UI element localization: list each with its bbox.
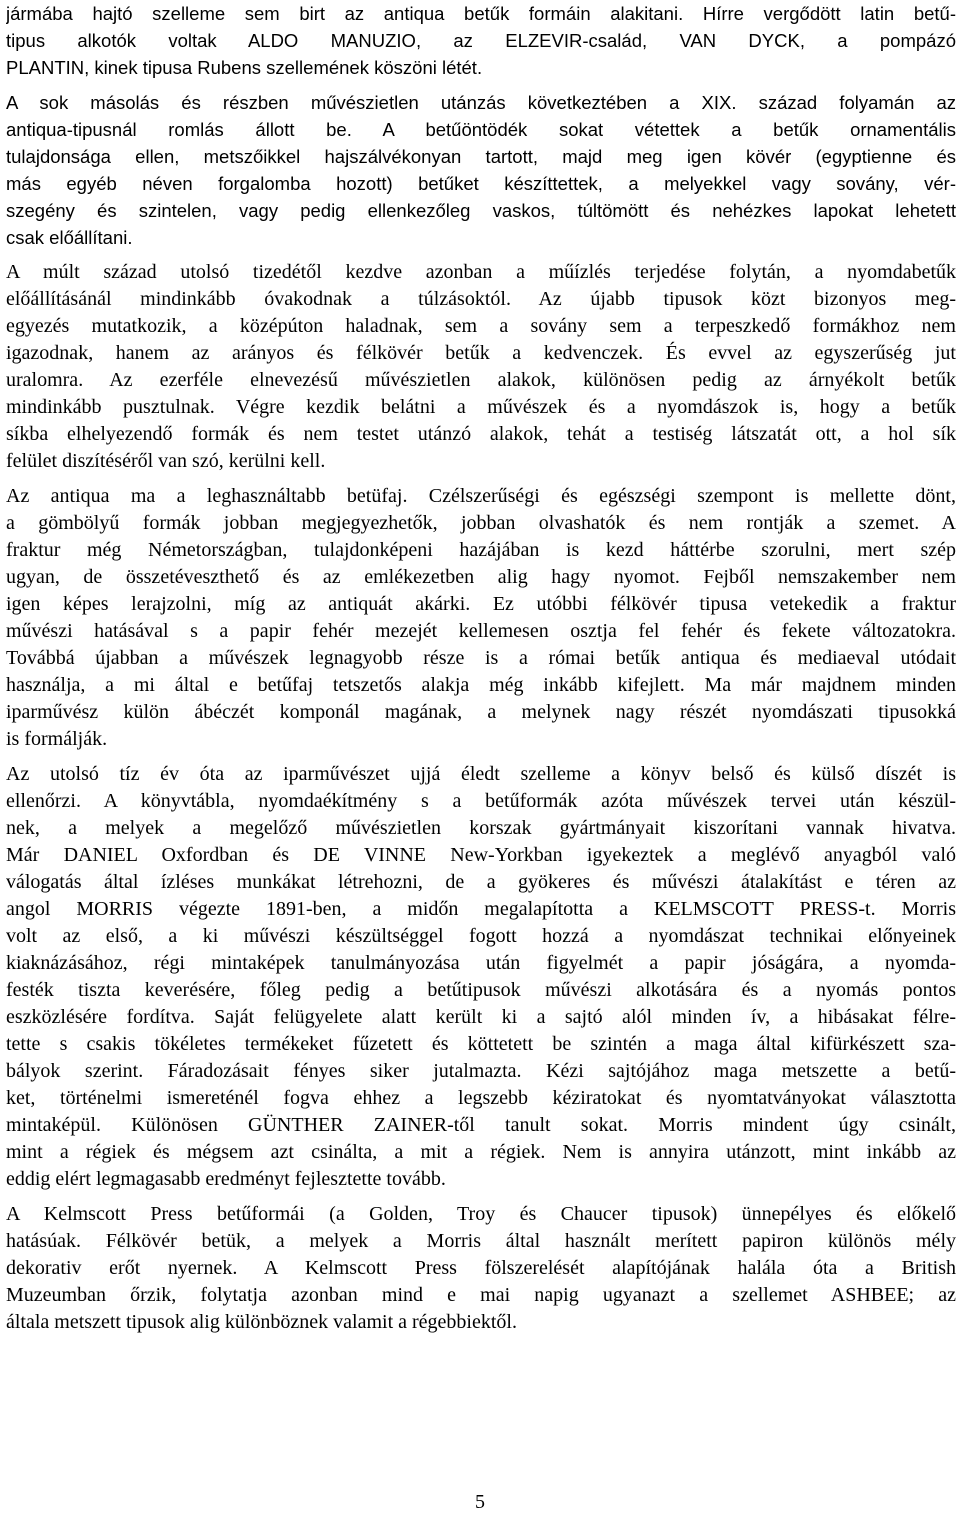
text-line: eddig elért legmagasabb eredményt fejlesztette tovább. (6, 1168, 446, 1190)
paragraph-gap (6, 81, 956, 89)
paragraph-4 (6, 483, 956, 753)
text-line: bályok szerint. Fáradozásait fényes siker jutalmazta. Kézi sajtójához maga metszette a betű- (6, 1060, 956, 1082)
text-line: Muzeumban őrzik, folytatja azonban mind e mai napig ugyanazt a szellemet ASHBEE; az (6, 1284, 956, 1306)
text-line: csak előállítani. (6, 227, 133, 248)
text-line: általa metszett tipusok alig különböznek valamit a régebbiektől. (6, 1311, 517, 1333)
text-line: A Kelmscott Press betűformái (a Golden, Troy és Chaucer tipusok) ünnepélyes és előkelő (6, 1203, 956, 1225)
text-line: is formálják. (6, 728, 108, 750)
text-line: jármába hajtó szelleme sem birt az antiqua betűk formáin alakitani. Hírre vergődött latin betű- (6, 3, 956, 24)
text-line: ket, történelmi ismereténél fogva ehhez a legszebb kéziratokat és nyomtatványokat választotta (6, 1087, 956, 1109)
paragraph-6 (6, 1201, 956, 1336)
text-line: válogatás által ízléses munkákat létrehozni, de a gyökeres és művészi átalakítást e téren az (6, 871, 956, 893)
text-line: kiaknázásához, régi mintaképek tanulmányozása után figyelmét a papir jóságára, a nyomda- (6, 952, 956, 974)
text-line: művészi hatásával s a papir fehér mezejét kellemesen osztja fel fehér és fekete változatokra. (6, 620, 956, 642)
text-line: hatásúak. Félkövér betük, a melyek a Morris által használt merített papiron különös mély (6, 1230, 956, 1252)
text-line: más egyéb néven forgalomba hozott) betűket készíttettek, a melyekkel vagy sovány, vér- (6, 173, 956, 194)
paragraph-3 (6, 259, 956, 475)
paragraph-gap (6, 475, 956, 483)
paragraph-5 (6, 761, 956, 1193)
text-line: használja, a mi által e betűfaj tetszetős alakja még inkább kifejlett. Ma már majdnem minden (6, 674, 956, 696)
paragraph-gap (6, 1193, 956, 1201)
text-line: mindinkább pusztulnak. Végre kezdik belátni a művészek és a nyomdászok is, hogy a betűk (6, 396, 956, 418)
text-line: Továbbá újabban a művészek legnagyobb része is a római betűk antiqua és mediaeval utódait (6, 647, 956, 669)
text-line: uralomra. Az ezerféle elnevezésű művészietlen alakok, különösen pedig az árnyékolt betűk (6, 369, 956, 391)
text-line: mint a régiek és mégsem azt csinálta, a mit a régiek. Nem is annyira utánzott, mint inkább az (6, 1141, 956, 1163)
text-line: angol MORRIS végezte 1891-ben, a midőn megalapította a KELMSCOTT PRESS-t. Morris (6, 898, 956, 920)
text-line: felület diszítéséről van szó, kerülni kell. (6, 450, 326, 472)
text-line: síkba elhelyezendő formák és nem testet utánzó alakok, tehát a testiség látszatát ott, a hol sík (6, 423, 956, 445)
text-line: ugyan, de összetéveszthető és az emlékezetben alig hagy nyomot. Fejből nemszakember nem (6, 566, 956, 588)
text-line: igen képes lerajzolni, míg az antiquát akárki. Ez utóbbi félkövér tipusa vetekedik a fraktur (6, 593, 956, 615)
paragraph-gap (6, 753, 956, 761)
text-line: antiqua-tipusnál romlás állott be. A betűöntödék sokat vétettek a betűk ornamentális (6, 119, 956, 140)
text-line: szegény és szintelen, vagy pedig ellenkezőleg vaskos, túltömött és nehézkes lapokat lehetett (6, 200, 956, 221)
text-line: nek, a melyek a megelőző művészietlen korszak gyártmányait kiszorítani vannak hivatva. (6, 817, 956, 839)
text-line: A sok másolás és részben művészietlen utánzás következtében a XIX. század folyamán az (6, 92, 956, 113)
text-line: volt az első, a ki művészi készültséggel fogott hozzá a nyomdászat technikai előnyeinek (6, 925, 956, 947)
paragraph-2 (6, 89, 956, 251)
document-page (6, 0, 956, 1336)
text-line: fraktur még Németországban, tulajdonképeni hazájában is kezd háttérbe szorulni, mert szép (6, 539, 956, 561)
text-line: festék tiszta keverésére, főleg pedig a betűtipusok művészi alkotására és a nyomás pontos (6, 979, 956, 1001)
text-line: egyezés mutatkozik, a középúton haladnak, sem a sovány sem a terpeszkedő formákhoz nem (6, 315, 956, 337)
text-line: A múlt század utolsó tizedétől kezdve azonban a műízlés terjedése folytán, a nyomdabetűk (6, 261, 956, 283)
text-line: a gömbölyű formák jobban megjegyezhetők, jobban olvashatók és nem rontják a szemet. A (6, 512, 956, 534)
text-line: Az utolsó tíz év óta az iparművészet ujjá éledt szelleme a könyv belső és külső díszét is (6, 763, 956, 785)
text-line: dekorativ erőt nyernek. A Kelmscott Press fölszerelését alapítójának halála óta a British (6, 1257, 956, 1279)
text-line: Az antiqua ma a leghasználtabb betüfaj. Czélszerűségi és egészségi szempont is mellette dönt, (6, 485, 956, 507)
text-line: iparművész külön ábéczét komponál magának, a melynek nagy részét nyomdászati tipusokká (6, 701, 956, 723)
paragraph-1 (6, 0, 956, 81)
page-number: 5 (475, 1491, 485, 1513)
text-line: igazodnak, hanem az arányos és félkövér betűk a kedvenczek. És evvel az egyszerűség jut (6, 342, 956, 364)
text-line: mintaképül. Különösen GÜNTHER ZAINER-től tanult sokat. Morris mindent úgy csinált, (6, 1114, 956, 1136)
text-line: tulajdonsága ellen, metszőikkel hajszálvékonyan tartott, majd meg igen kövér (egyptienne és (6, 146, 956, 167)
text-line: PLANTIN, kinek tipusa Rubens szellemének köszöni létét. (6, 57, 483, 78)
text-line: előállításánál mindinkább óvakodnak a túlzásoktól. Az újabb tipusok közt bizonyos meg- (6, 288, 956, 310)
text-line: Már DANIEL Oxfordban és DE VINNE New-Yorkban igyekeztek a meglévő anyagból való (6, 844, 956, 866)
text-line: ellenőrzi. A könyvtábla, nyomdaékítmény s a betűformák azóta művészek tervei után készül- (6, 790, 956, 812)
text-line: tette s csakis tökéletes termékeket fűzetett és köttetett be szintén a maga által kifürkészett sza- (6, 1033, 956, 1055)
text-line: eszközlésére fordítva. Saját felügyelete alatt került ki a sajtó alól minden ív, a hibásakat félre- (6, 1006, 956, 1028)
paragraph-gap (6, 251, 956, 259)
text-line: tipus alkotók voltak ALDO MANUZIO, az ELZEVIR-család, VAN DYCK, a pompázó (6, 30, 956, 51)
